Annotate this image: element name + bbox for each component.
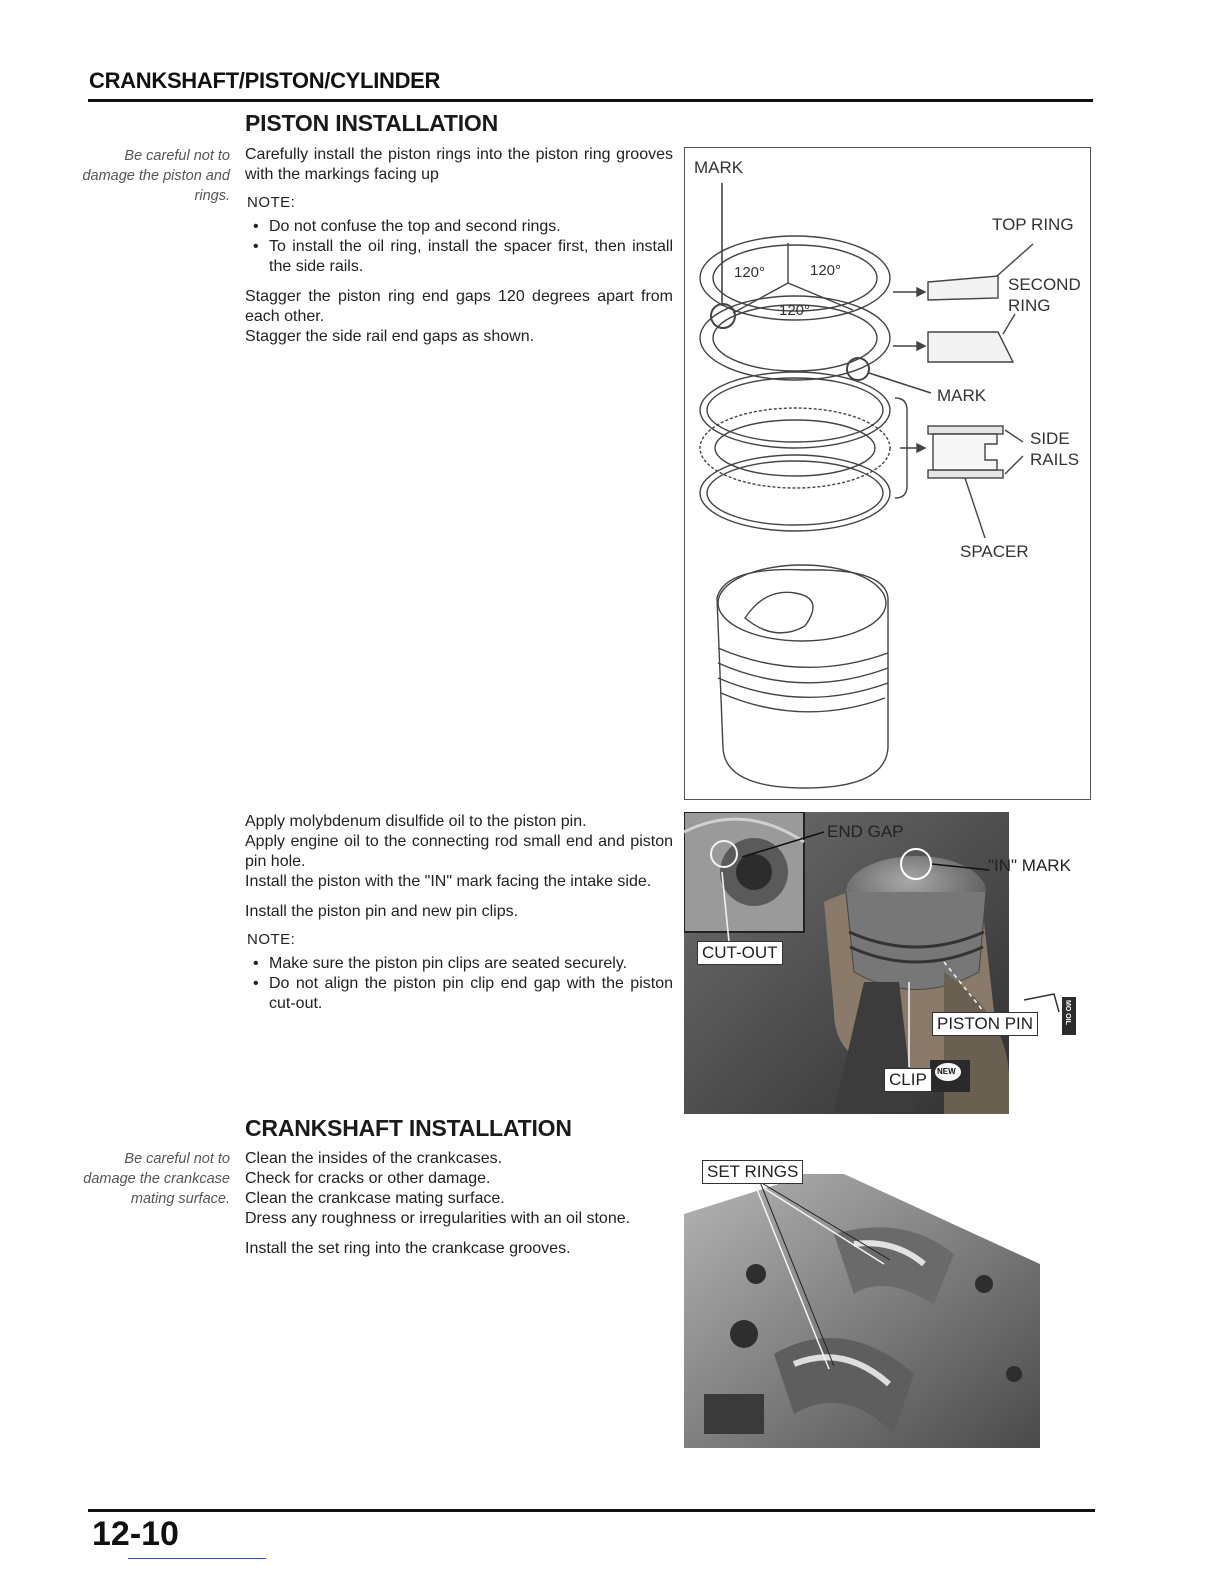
side-rails-label: SIDE RAILS — [1030, 429, 1080, 469]
note-item: • To install the oil ring, install the spacer first, then install the side rails. — [245, 237, 673, 277]
footer-rule — [88, 1509, 1095, 1512]
pin-para: Install the piston pin and new pin clips. — [245, 903, 519, 920]
piston-pin-label: PISTON PIN — [932, 1012, 1038, 1036]
molybdenum-oil-icon: MO OIL — [1064, 1000, 1071, 1025]
stagger-ring-text: Stagger the piston ring end gaps 120 degrees apart from each other. — [245, 288, 673, 325]
crankcase-photo — [684, 1154, 1040, 1448]
spacer-label: SPACER — [960, 542, 1029, 561]
pin-para: Apply molybdenum disulfide oil to the piston pin. — [245, 813, 587, 830]
header-rule — [88, 99, 1093, 102]
angle-label: 120° — [810, 262, 842, 279]
note-label: NOTE: — [247, 194, 296, 211]
piston-installation-title: PISTON INSTALLATION — [245, 110, 499, 136]
top-ring-label: TOP RING — [992, 215, 1074, 234]
in-mark-label: "IN" MARK — [988, 856, 1071, 875]
piston-install-text — [245, 145, 673, 347]
crankcase-photo-image — [684, 1154, 1040, 1448]
crankshaft-text — [245, 1149, 673, 1259]
piston-intro: Carefully install the piston rings into the piston ring grooves with the markings facing up — [245, 146, 673, 183]
end-gap-label: END GAP — [827, 822, 904, 841]
crank-line: Clean the crankcase mating surface. — [245, 1190, 505, 1207]
note-item: • Do not confuse the top and second rings. — [245, 217, 673, 237]
angle-label: 120° — [734, 264, 766, 281]
section-header: CRANKSHAFT/PISTON/CYLINDER — [89, 68, 441, 93]
pin-para: Apply engine oil to the connecting rod small end and piston pin hole. — [245, 833, 673, 870]
note-item: • Make sure the piston pin clips are seated securely. — [245, 954, 673, 974]
set-rings-label: SET RINGS — [702, 1160, 803, 1184]
note-item: • Do not align the piston pin clip end gap with the piston cut-out. — [245, 974, 673, 1014]
ring-diagram-drawing — [685, 148, 1090, 799]
page-number: 12-10 — [92, 1515, 179, 1553]
piston-side-note: Be careful not to damage the piston and rings. — [82, 148, 230, 204]
note-label: NOTE: — [247, 931, 296, 948]
angle-label: 120° — [779, 302, 811, 319]
clip-label: CLIP — [884, 1068, 932, 1092]
pin-para: Install the piston with the "IN" mark facing the intake side. — [245, 873, 652, 890]
mark-label-mid: MARK — [937, 386, 987, 405]
note-list — [245, 217, 673, 277]
mark-label-top: MARK — [694, 158, 744, 177]
piston-ring-diagram — [684, 147, 1091, 800]
crankcase-side-note: Be careful not to damage the crankcase mating surface. — [83, 1151, 230, 1207]
second-ring-label: SECOND RING — [1008, 275, 1081, 315]
piston-pin-text — [245, 812, 673, 1014]
crank-line: Check for cracks or other damage. — [245, 1170, 491, 1187]
set-ring-line: Install the set ring into the crankcase grooves. — [245, 1240, 571, 1257]
new-part-icon: NEW — [937, 1067, 956, 1076]
footer-link-underline — [128, 1558, 266, 1559]
piston-install-photo — [684, 812, 1090, 1114]
crankshaft-installation-title: CRANKSHAFT INSTALLATION — [245, 1115, 572, 1141]
cut-out-label: CUT-OUT — [697, 941, 783, 965]
note-list — [245, 954, 673, 1014]
crank-line: Clean the insides of the crankcases. — [245, 1150, 503, 1167]
stagger-rail-text: Stagger the side rail end gaps as shown. — [245, 328, 535, 345]
crank-line: Dress any roughness or irregularities with an oil stone. — [245, 1210, 631, 1227]
